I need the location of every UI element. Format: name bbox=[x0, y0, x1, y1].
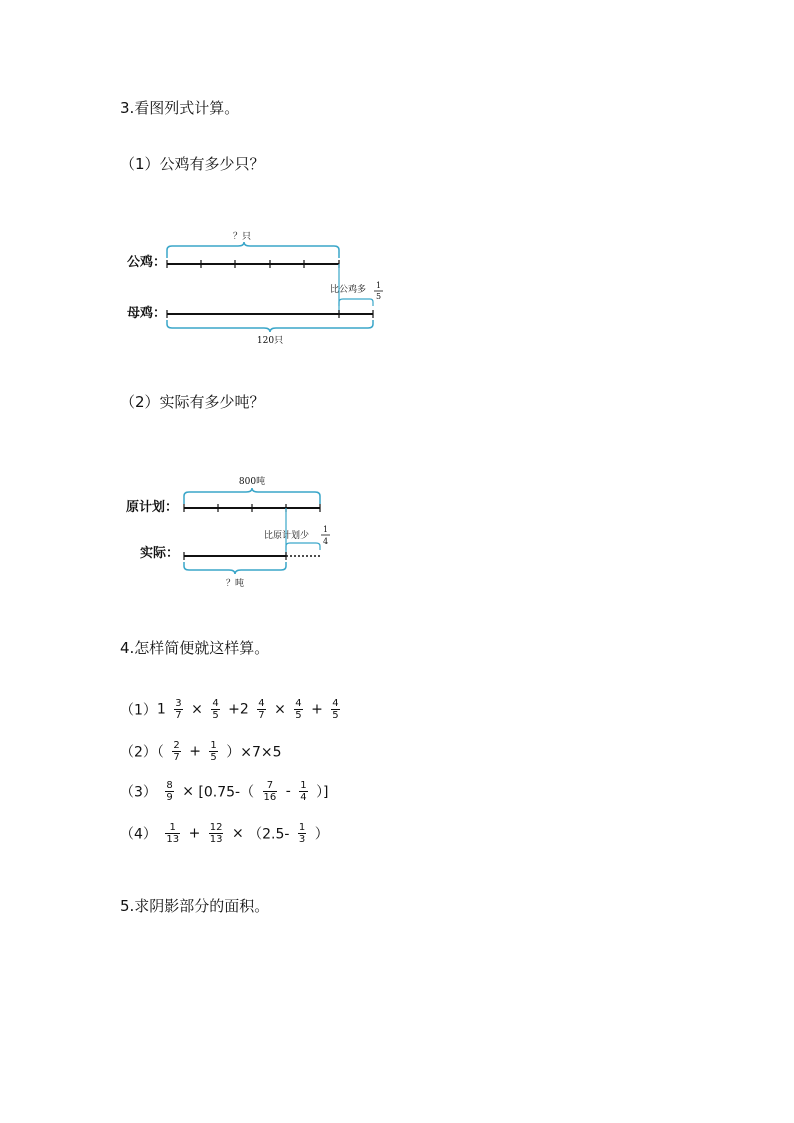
hen-label: 母鸡： bbox=[127, 306, 167, 321]
brace-bottom-label: 120只 bbox=[256, 336, 284, 346]
q4-title: 4.怎样简便就这样算。 bbox=[120, 639, 270, 657]
top-brace bbox=[184, 488, 320, 504]
brace-top-label: ？只 bbox=[232, 232, 252, 242]
actual-label: 实际： bbox=[140, 546, 180, 561]
q5-title: 5.求阴影部分的面积。 bbox=[120, 897, 270, 915]
annot-prefix: 比原计划少 bbox=[264, 531, 310, 541]
q3-part1-question: （1）公鸡有多少只？ bbox=[120, 155, 265, 173]
q3-part2-question: （2）实际有多少吨？ bbox=[120, 393, 265, 411]
bottom-brace bbox=[184, 562, 286, 574]
brace-top-label: 800吨 bbox=[238, 477, 266, 487]
q3-title: 3.看图列式计算。 bbox=[120, 99, 240, 117]
plan-label: 原计划： bbox=[126, 500, 179, 515]
expression-1: （1）1 $\frac{3}{7}$ × $\frac{4}{5}$ +2 $\frac{4}{7}$ × $\frac{4}{5}$ + $\frac{4}{5}$ bbox=[120, 698, 339, 721]
brace-bottom-label: ？吨 bbox=[225, 579, 245, 589]
expression-2: （2）（ $\frac{2}{7}$ + $\frac{1}{5}$ ）×7×5 bbox=[120, 740, 282, 763]
expression-4: （4） $\frac{1}{13}$ + $\frac{12}{13}$ × （2.5- $\frac{1}{3}$ ） bbox=[120, 822, 329, 845]
plan-segment-diagram bbox=[110, 468, 410, 598]
top-brace bbox=[167, 242, 339, 258]
rooster-label: 公鸡： bbox=[127, 255, 167, 270]
annot-den: 4 bbox=[323, 537, 329, 546]
less-brace bbox=[286, 543, 320, 550]
expression-3: （3） $\frac{8}{9}$ × [0.75-（ $\frac{7}{16}$ - $\frac{1}{4}$ ）] bbox=[120, 780, 329, 803]
chicken-segment-diagram bbox=[110, 222, 410, 352]
extra-brace bbox=[339, 299, 373, 306]
bottom-brace bbox=[167, 320, 373, 332]
annot-prefix: 比公鸡多 bbox=[330, 285, 367, 295]
annot-num: 1 bbox=[323, 525, 329, 534]
annot-den: 5 bbox=[376, 292, 382, 301]
annot-num: 1 bbox=[376, 281, 382, 290]
